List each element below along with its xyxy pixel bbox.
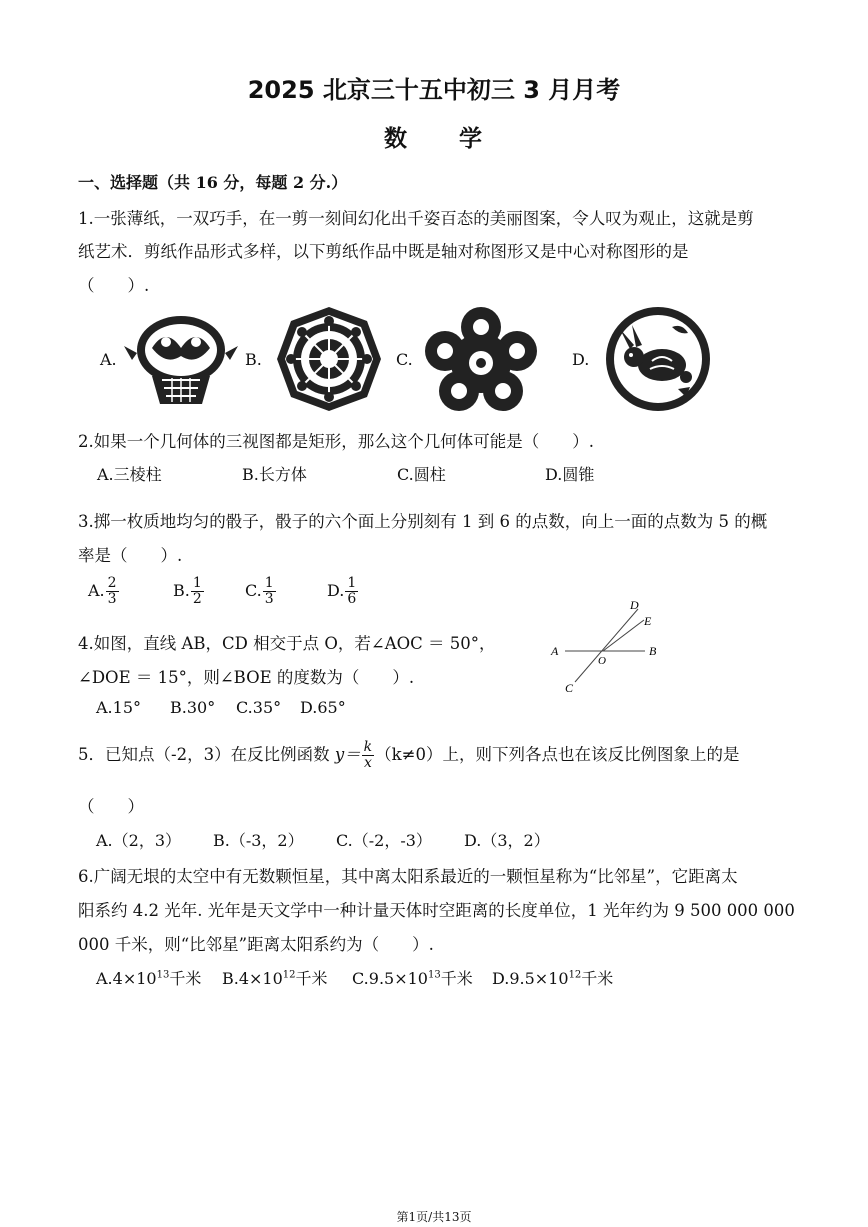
page-number: 第1页/共13页 <box>396 1210 472 1224</box>
q5-option-d: D.（3，2） <box>464 831 550 850</box>
fraction-denominator: x <box>363 755 372 771</box>
q4-option-b: B.30° <box>170 698 216 717</box>
fraction-numerator: 2 <box>107 575 117 591</box>
angle-figure-diagram <box>545 598 670 698</box>
q5-stem-before: 5．已知点（-2，3）在反比例函数 <box>78 745 335 764</box>
papercut-rabbit-image <box>602 305 714 413</box>
q4-option-c: C.35° <box>236 698 282 717</box>
q6-option-b-exponent: 12 <box>282 969 296 981</box>
q3-option-d-fraction <box>345 576 358 607</box>
q3-option-b <box>173 576 205 607</box>
q6-option-c-base: C.9.5×10 <box>352 969 428 988</box>
q3-option-d <box>327 576 359 607</box>
fraction-numerator: 1 <box>264 575 274 591</box>
fraction-denominator: 3 <box>264 591 274 607</box>
q5-func-fraction <box>362 740 374 771</box>
q6-option-a-base: A.4×10 <box>96 969 157 988</box>
subject-title: 数 学 <box>384 126 484 152</box>
q6-option-c-exponent: 13 <box>427 969 441 981</box>
q1-option-d-label: D. <box>572 350 590 369</box>
line-cd <box>575 609 638 682</box>
label-d: D <box>630 598 639 612</box>
q1-option-a-label: A. <box>100 350 117 369</box>
q3-option-c-fraction <box>263 576 276 607</box>
q4-line2: ∠DOE ＝ 15°，则∠BOE 的度数为（ ）. <box>78 668 415 687</box>
label-e: E <box>644 614 652 628</box>
papercut-flower-image <box>425 305 537 413</box>
q5-option-b: B.（-3，2） <box>213 831 304 850</box>
q4-option-d: D.65° <box>300 698 346 717</box>
section-heading: 一、选择题（共 16 分，每题 2 分.） <box>78 173 348 192</box>
q6-option-c <box>352 966 473 989</box>
q6-option-b-unit: 千米 <box>295 969 328 988</box>
fraction-denominator: 3 <box>107 591 117 607</box>
q6-line1: 6.广阔无垠的太空中有无数颗恒星，其中离太阳系最近的一颗恒星称为“比邻星”，它距离太 <box>78 867 738 886</box>
q5-stem-after: （k≠0）上，则下列各点也在该反比例图象上的是 <box>375 745 740 764</box>
q4-line1: 4.如图，直线 AB，CD 相交于点 O，若∠AOC ＝ 50°， <box>78 634 496 653</box>
q6-option-b-base: B.4×10 <box>222 969 283 988</box>
fraction-numerator: 1 <box>192 575 202 591</box>
q3-option-b-fraction <box>191 576 204 607</box>
q4-option-a: A.15° <box>96 698 141 717</box>
q3-option-c <box>245 576 277 607</box>
q3-option-c-label: C. <box>245 581 262 600</box>
label-a: A <box>551 644 559 658</box>
fraction-numerator: 1 <box>347 575 357 591</box>
q6-option-b <box>222 966 328 989</box>
q6-option-d-base: D.9.5×10 <box>492 969 569 988</box>
q5-option-c: C.（-2，-3） <box>336 831 432 850</box>
q6-option-a-unit: 千米 <box>169 969 202 988</box>
label-o: O <box>598 655 606 667</box>
q2-option-a: A.三棱柱 <box>97 465 162 484</box>
q3-line2: 率是（ ）. <box>78 546 183 565</box>
q1-line3: （ ）. <box>78 276 150 295</box>
papercut-rosette-image <box>275 305 383 413</box>
q1-option-b-label: B. <box>245 350 262 369</box>
q2-option-c: C.圆柱 <box>397 465 446 484</box>
q2-stem: 2.如果一个几何体的三视图都是矩形，那么这个几何体可能是（ ）. <box>78 432 594 451</box>
q5-option-a: A.（2，3） <box>96 831 182 850</box>
q5-line2: （ ） <box>78 797 144 816</box>
q6-option-a-exponent: 13 <box>156 969 170 981</box>
q5-stem <box>78 740 739 771</box>
q1-option-c-label: C. <box>396 350 413 369</box>
q3-line1: 3.掷一枚质地均匀的骰子，骰子的六个面上分别刻有 1 到 6 的点数，向上一面的点数为 5 的概 <box>78 512 768 531</box>
q3-option-a <box>88 576 120 607</box>
q6-option-d-exponent: 12 <box>568 969 582 981</box>
page-title: 2025 北京三十五中初三 3 月月考 <box>247 76 621 104</box>
q6-option-a <box>96 966 201 989</box>
q1-line1: 1.一张薄纸，一双巧手，在一剪一刻间幻化出千姿百态的美丽图案，令人叹为观止，这就是剪 <box>78 209 754 228</box>
q2-option-b: B.长方体 <box>242 465 307 484</box>
q3-option-a-fraction <box>106 576 119 607</box>
fraction-denominator: 2 <box>192 591 202 607</box>
q6-line3: 000 千米，则“比邻星”距离太阳系约为（ ）. <box>78 935 434 954</box>
q6-line2: 阳系约 4.2 光年. 光年是天文学中一种计量天体时空距离的长度单位，1 光年约为 9 500 000 000 <box>78 901 795 920</box>
q3-option-a-label: A. <box>88 581 105 600</box>
q2-option-d: D.圆锥 <box>545 465 595 484</box>
papercut-vase-image <box>122 308 240 408</box>
q6-option-d-unit: 千米 <box>581 969 614 988</box>
q5-func-y: y＝ <box>334 745 361 764</box>
label-c: C <box>565 681 574 695</box>
q6-option-c-unit: 千米 <box>440 969 473 988</box>
q3-option-b-label: B. <box>173 581 190 600</box>
q1-line2: 纸艺术．剪纸作品形式多样，以下剪纸作品中既是轴对称图形又是中心对称图形的是 <box>78 242 689 261</box>
q3-option-d-label: D. <box>327 581 345 600</box>
label-b: B <box>649 644 657 658</box>
fraction-numerator: k <box>363 739 373 755</box>
q6-option-d <box>492 966 613 989</box>
ray-oe <box>603 620 644 651</box>
fraction-denominator: 6 <box>347 591 357 607</box>
